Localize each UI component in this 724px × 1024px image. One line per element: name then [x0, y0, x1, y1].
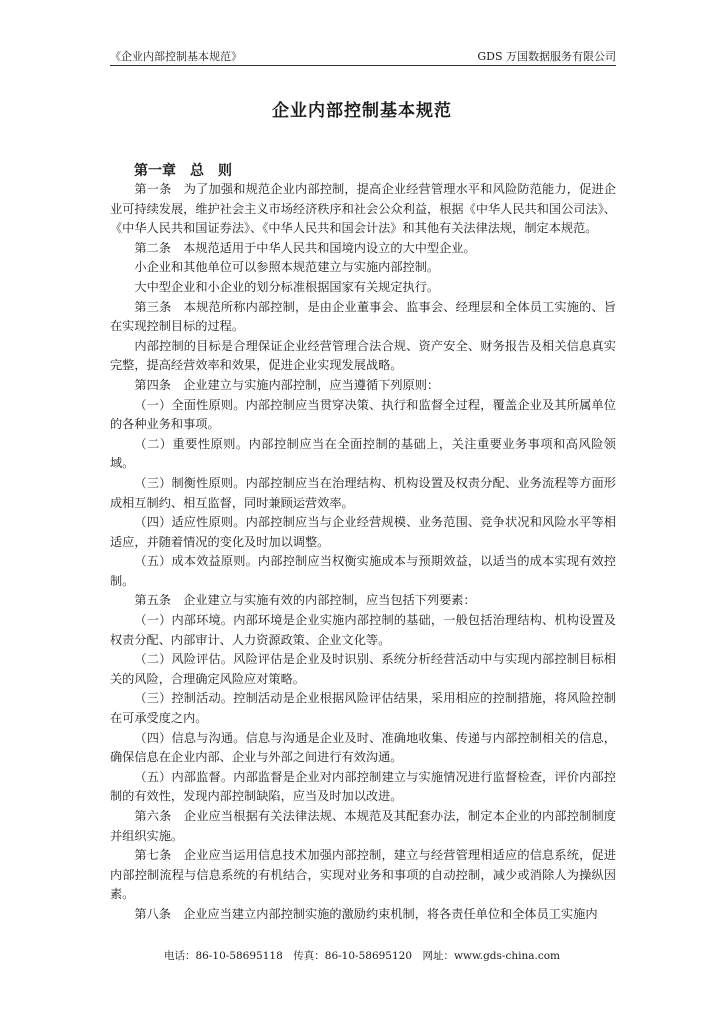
- paragraph-article-8: 第八条 企业应当建立内部控制实施的激励约束机制，将各责任单位和全体员工实施内: [134, 906, 598, 921]
- paragraph: 内部控制的目标是合理保证企业经营管理合法合规、资产安全、财务报告及相关信息真实完整，提高经营效率和效果，促进企业实现发展战略。: [110, 338, 616, 373]
- paragraph-article-7: 第七条 企业应当运用信息技术加强内部控制，建立与经营管理相适应的信息系统，促进内部控制流程与信息系统的有机结合，实现对业务和事项的自动控制，减少或消除人为操纵因素。: [110, 848, 616, 902]
- document-body: [110, 180, 616, 925]
- paragraph: 小企业和其他单位可以参照本规范建立与实施内部控制。: [134, 260, 440, 275]
- list-item-principle: （三）制衡性原则。内部控制应当在治理结构、机构设置及权责分配、业务流程等方面形成相互制约、相互监督，同时兼顾运营效率。: [110, 475, 616, 510]
- paragraph-article-4: 第四条 企业建立与实施内部控制，应当遵循下列原则：: [134, 377, 440, 392]
- list-item-principle: （四）适应性原则。内部控制应当与企业经营规模、业务范围、竞争状况和风险水平等相适应，并随着情况的变化及时加以调整。: [110, 515, 616, 549]
- header-document-title: 《企业内部控制基本规范》: [110, 50, 242, 63]
- header-company-name: GDS 万国数据服务有限公司: [477, 50, 616, 63]
- paragraph-article-1: 第一条 为了加强和规范企业内部控制，提高企业经营管理水平和风险防范能力，促进企业可持续发展，维护社会主义市场经济秩序和社会公众利益，根据《中华人民共和国公司法》、《中华人民共和国证券法》、《中华人民共和国会计法》和其他有关法律法规，制定本规范。: [110, 182, 616, 236]
- list-item-principle: （一）全面性原则。内部控制应当贯穿决策、执行和监督全过程，覆盖企业及其所属单位的各种业务和事项。: [110, 397, 616, 432]
- chapter-heading: 第一章 总 则: [134, 163, 232, 179]
- list-item-element: （五）内部监督。内部监督是企业对内部控制建立与实施情况进行监督检查，评价内部控制的有效性，发现内部控制缺陷，应当及时加以改进。: [110, 769, 616, 804]
- page-header: [110, 48, 616, 66]
- list-item-principle: （二）重要性原则。内部控制应当在全面控制的基础上，关注重要业务事项和高风险领域。: [110, 436, 616, 471]
- list-item-element: （四）信息与沟通。信息与沟通是企业及时、准确地收集、传递与内部控制相关的信息，确保信息在企业内部、企业与外部之间进行有效沟通。: [110, 730, 616, 765]
- paragraph-article-2: 第二条 本规范适用于中华人民共和国境内设立的大中型企业。: [134, 240, 476, 255]
- list-item-element: （一）内部环境。内部环境是企业实施内部控制的基础，一般包括治理结构、机构设置及权责分配、内部审计、人力资源政策、企业文化等。: [110, 613, 616, 647]
- document-title: 企业内部控制基本规范: [272, 101, 452, 121]
- page-footer: 电话：86-10-58695118 传真：86-10-58695120 网址：www.gds-china.com: [164, 950, 560, 962]
- list-item-element: （三）控制活动。控制活动是企业根据风险评估结果，采用相应的控制措施，将风险控制在可承受度之内。: [110, 691, 616, 726]
- paragraph-article-5: 第五条 企业建立与实施有效的内部控制，应当包括下列要素：: [134, 593, 476, 608]
- list-item-element: （二）风险评估。风险评估是企业及时识别、系统分析经营活动中与实现内部控制目标相关的风险，合理确定风险应对策略。: [110, 652, 616, 686]
- paragraph-article-6: 第六条 企业应当根据有关法律法规、本规范及其配套办法，制定本企业的内部控制制度并组织实施。: [110, 809, 616, 843]
- list-item-principle: （五）成本效益原则。内部控制应当权衡实施成本与预期效益，以适当的成本实现有效控制。: [110, 554, 616, 588]
- paragraph-article-3: 第三条 本规范所称内部控制，是由企业董事会、监事会、经理层和全体员工实施的、旨在实现控制目标的过程。: [110, 299, 616, 334]
- paragraph: 大中型企业和小企业的划分标准根据国家有关规定执行。: [134, 279, 440, 294]
